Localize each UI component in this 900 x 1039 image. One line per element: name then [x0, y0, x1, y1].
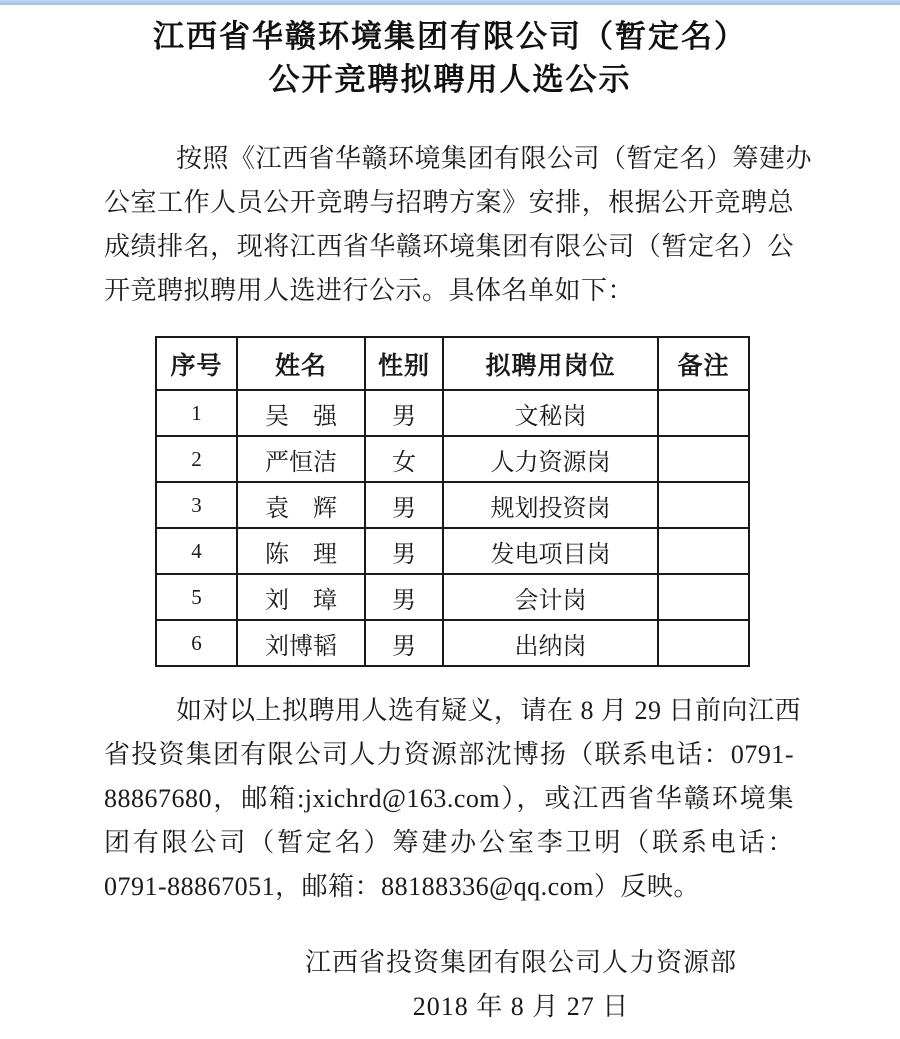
table-row	[156, 574, 749, 620]
page-title	[0, 15, 900, 101]
cell-position: 会计岗	[443, 574, 658, 620]
cell-index: 1	[156, 390, 237, 436]
paragraph-line: 团有限公司（暂定名）筹建办公室李卫明（联系电话：	[104, 828, 794, 857]
table-row	[156, 482, 749, 528]
cell-gender: 男	[365, 620, 443, 666]
cell-gender: 女	[365, 436, 443, 482]
cell-position: 文秘岗	[443, 390, 658, 436]
cell-position: 规划投资岗	[443, 482, 658, 528]
cell-index: 3	[156, 482, 237, 528]
paragraph-line: 88867680，邮箱:jxichrd@163.com），或江西省华赣环境集	[104, 784, 794, 813]
column-header-remark: 备注	[658, 337, 749, 390]
cell-name: 陈 理	[237, 528, 365, 574]
table-row	[156, 528, 749, 574]
column-header-position: 拟聘用岗位	[443, 337, 658, 390]
table-row	[156, 436, 749, 482]
cell-index: 5	[156, 574, 237, 620]
top-edge-strip	[0, 0, 900, 5]
cell-remark	[658, 528, 749, 574]
page-title-line-2: 公开竞聘拟聘用人选公示	[268, 62, 632, 97]
contact-paragraph	[104, 689, 802, 909]
cell-name: 严恒洁	[237, 436, 365, 482]
cell-remark	[658, 482, 749, 528]
cell-gender: 男	[365, 482, 443, 528]
paragraph-line: 开竞聘拟聘用人选进行公示。具体名单如下：	[104, 276, 635, 305]
cell-index: 2	[156, 436, 237, 482]
cell-name: 吴 强	[237, 390, 365, 436]
cell-name: 刘博韬	[237, 620, 365, 666]
cell-name: 刘 璋	[237, 574, 365, 620]
cell-name: 袁 辉	[237, 482, 365, 528]
paragraph-line: 如对以上拟聘用人选有疑义，请在 8 月 29 日前向江西	[176, 696, 802, 725]
cell-position: 出纳岗	[443, 620, 658, 666]
cell-remark	[658, 620, 749, 666]
date-line: 2018 年 8 月 27 日	[412, 992, 630, 1021]
paragraph-line: 公室工作人员公开竞聘与招聘方案》安排，根据公开竞聘总	[104, 188, 794, 217]
column-header-name: 姓名	[237, 337, 365, 390]
table-row	[156, 390, 749, 436]
cell-position: 人力资源岗	[443, 436, 658, 482]
column-header-index: 序号	[156, 337, 237, 390]
signature-block	[305, 941, 737, 1029]
cell-remark	[658, 574, 749, 620]
paragraph-line: 0791-88867051，邮箱：88188336@qq.com）反映。	[104, 872, 700, 901]
cell-index: 6	[156, 620, 237, 666]
table-row	[156, 620, 749, 666]
cell-gender: 男	[365, 390, 443, 436]
cell-gender: 男	[365, 528, 443, 574]
table-header-row	[156, 337, 749, 390]
cell-index: 4	[156, 528, 237, 574]
page-title-line-1: 江西省华赣环境集团有限公司（暂定名）	[153, 19, 747, 54]
announcement-document	[0, 15, 900, 1029]
paragraph-line: 成绩排名，现将江西省华赣环境集团有限公司（暂定名）公	[104, 232, 794, 261]
column-header-gender: 性别	[365, 337, 443, 390]
cell-remark	[658, 390, 749, 436]
cell-gender: 男	[365, 574, 443, 620]
intro-paragraph	[104, 137, 813, 313]
paragraph-line: 省投资集团有限公司人力资源部沈博扬（联系电话：0791-	[104, 740, 794, 769]
signature-line: 江西省投资集团有限公司人力资源部	[304, 948, 737, 977]
paragraph-line: 按照《江西省华赣环境集团有限公司（暂定名）筹建办	[176, 144, 813, 173]
cell-position: 发电项目岗	[443, 528, 658, 574]
candidates-table	[155, 336, 750, 667]
cell-remark	[658, 436, 749, 482]
